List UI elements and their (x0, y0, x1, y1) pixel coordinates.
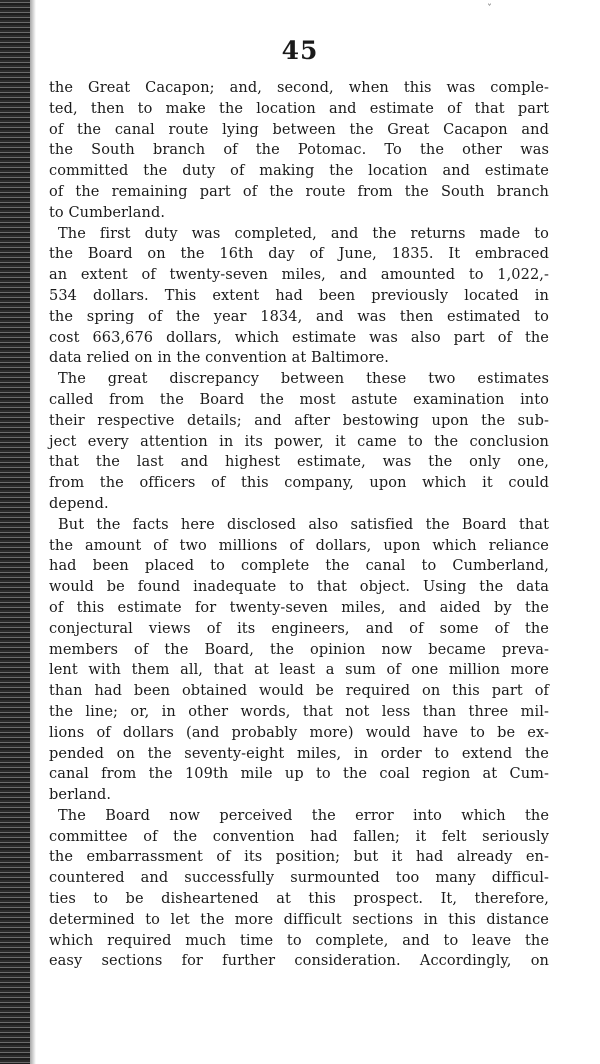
text-line: data relied on in the convention at Baltimore. (49, 350, 390, 367)
text-line: from the officers of this company, upon which it could (49, 475, 549, 492)
text-line: the amount of two millions of dollars, upon which reliance (49, 537, 549, 554)
text-line: cost 663,676 dollars, which estimate was also part of the (49, 329, 549, 346)
text-line: their respective details; and after bestowing upon the sub- (49, 412, 549, 429)
print-speck: ˇ (487, 4, 492, 15)
text-line: the Board on the 16th day of June, 1835. It embraced (49, 246, 549, 263)
text-line: which required much time to complete, and to leave the (49, 932, 549, 949)
text-line: committed the duty of making the location and estimate (49, 163, 549, 180)
text-line: had been placed to complete the canal to Cumberland, (49, 558, 549, 575)
text-line: of the canal route lying between the Great Cacapon and (49, 121, 549, 138)
text-line: that the last and highest estimate, was the only one, (49, 454, 549, 471)
text-line: ted, then to make the location and estimate of that part (49, 100, 549, 117)
text-line: depend. (49, 495, 109, 512)
text-line: The first duty was completed, and the returns made to (58, 225, 549, 242)
text-line: the South branch of the Potomac. To the other was (49, 142, 549, 159)
page-body-text (49, 78, 549, 972)
text-line: to Cumberland. (49, 204, 166, 221)
text-line: The great discrepancy between these two estimates (58, 371, 549, 388)
text-line: the line; or, in other words, that not less than three mil- (49, 703, 549, 720)
text-line: The Board now perceived the error into which the (58, 807, 549, 824)
text-line: called from the Board the most astute examination into (49, 391, 549, 408)
text-line: committee of the convention had fallen; it felt seriously (49, 828, 549, 845)
text-line: lent with them all, that at least a sum of one million more (49, 662, 549, 679)
text-line: conjectural views of its engineers, and of some of the (49, 620, 549, 637)
text-line: pended on the seventy-eight miles, in order to extend the (49, 745, 549, 762)
page-number: 45 (281, 36, 319, 65)
text-line: of this estimate for twenty-seven miles, and aided by the (49, 599, 549, 616)
text-line: lions of dollars (and probably more) would have to be ex- (49, 724, 549, 741)
text-line: But the facts here disclosed also satisfied the Board that (58, 516, 549, 533)
text-line: of the remaining part of the route from the South branch (49, 183, 549, 200)
text-line: canal from the 109th mile up to the coal region at Cum- (49, 766, 549, 783)
text-line: the spring of the year 1834, and was then estimated to (49, 308, 549, 325)
text-line: determined to let the more difficult sections in this distance (49, 911, 549, 928)
text-line: the embarrassment of its position; but it had already en- (49, 849, 549, 866)
text-line: ject every attention in its power, it came to the conclusion (49, 433, 549, 450)
book-binding-edge (0, 0, 30, 1064)
text-line: easy sections for further consideration. Accordingly, on (49, 953, 549, 970)
text-line: than had been obtained would be required on this part of (49, 683, 549, 700)
text-line: would be found inadequate to that object. Using the data (49, 579, 549, 596)
text-line: countered and successfully surmounted too many difficul- (49, 870, 549, 887)
text-line: an extent of twenty-seven miles, and amounted to 1,022,- (49, 267, 549, 284)
text-line: ties to be disheartened at this prospect. It, therefore, (49, 891, 549, 908)
text-line: the Great Cacapon; and, second, when this was comple- (49, 80, 549, 96)
text-line: berland. (49, 787, 112, 804)
text-line: 534 dollars. This extent had been previously located in (49, 287, 549, 304)
text-line: members of the Board, the opinion now became preva- (49, 641, 549, 658)
